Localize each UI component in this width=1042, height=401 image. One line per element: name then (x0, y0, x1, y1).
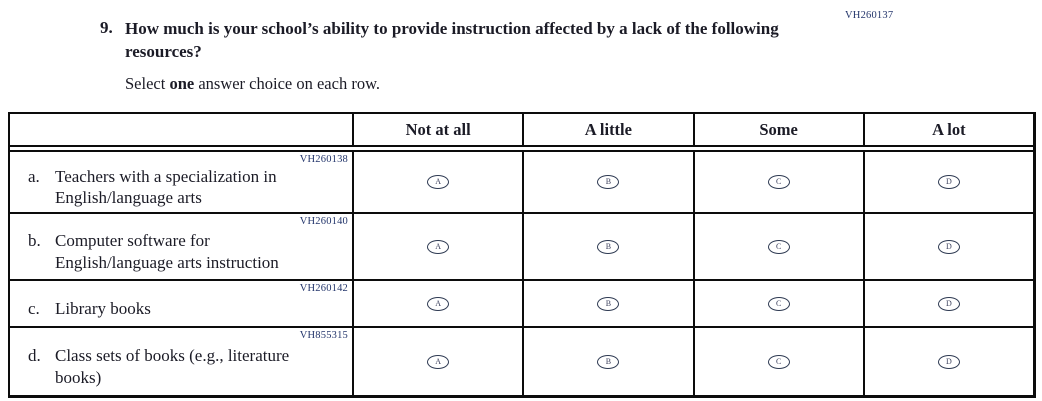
answer-cell-not-at-all (352, 214, 522, 279)
answer-bubble-icon[interactable]: B (597, 297, 619, 311)
answer-cell-a-lot (863, 281, 1033, 326)
row-letter: a. (28, 167, 40, 186)
row-letter: b. (28, 231, 41, 251)
row-item-code: VH260142 (299, 283, 348, 294)
column-header-a-lot: A lot (863, 114, 1033, 145)
answer-cell-not-at-all (352, 281, 522, 326)
answer-cell-not-at-all (352, 328, 522, 395)
column-header-some: Some (693, 114, 863, 145)
table-row (10, 328, 1033, 395)
question-instruction (125, 74, 800, 94)
row-label-cell (10, 281, 352, 326)
row-item-code: VH260138 (299, 154, 348, 165)
answer-cell-some (693, 152, 863, 213)
header-stub-cell (10, 114, 352, 145)
row-item-code: VH855315 (299, 330, 348, 341)
answer-cell-a-little (522, 214, 692, 279)
column-header-not-at-all: Not at all (352, 114, 522, 145)
response-table (8, 112, 1036, 398)
answer-cell-not-at-all (352, 152, 522, 213)
row-label-cell (10, 328, 352, 395)
answer-bubble-icon[interactable]: D (938, 175, 960, 189)
answer-cell-a-lot (863, 214, 1033, 279)
table-row (10, 214, 1033, 281)
answer-bubble-icon[interactable]: B (597, 355, 619, 369)
answer-bubble-icon[interactable]: A (427, 175, 449, 189)
answer-cell-a-little (522, 328, 692, 395)
instruction-prefix: Select (125, 73, 170, 93)
row-label: Computer software for English/language arts instruction (55, 231, 279, 272)
answer-bubble-icon[interactable]: B (597, 240, 619, 254)
answer-bubble-icon[interactable]: A (427, 355, 449, 369)
question-text: How much is your school’s ability to provide instruction affected by a lack of the following resources? (125, 19, 779, 61)
row-label: Class sets of books (e.g., literature books) (55, 346, 290, 387)
row-label-cell (10, 152, 352, 213)
instruction-bold: one (169, 73, 195, 93)
answer-bubble-icon[interactable]: C (768, 240, 790, 254)
answer-cell-a-lot (863, 328, 1033, 395)
row-label: Library books (55, 298, 151, 318)
answer-bubble-icon[interactable]: A (427, 240, 449, 254)
answer-cell-a-little (522, 281, 692, 326)
row-item-code: VH260140 (299, 216, 348, 227)
row-label: Teachers with a specialization in English/language arts (55, 167, 277, 208)
answer-bubble-icon[interactable]: A (427, 297, 449, 311)
table-row (10, 281, 1033, 328)
answer-cell-a-lot (863, 152, 1033, 213)
row-letter: c. (28, 298, 40, 318)
answer-bubble-icon[interactable]: B (597, 175, 619, 189)
answer-cell-some (693, 214, 863, 279)
table-header-row (10, 114, 1033, 147)
answer-bubble-icon[interactable]: D (938, 355, 960, 369)
question-number: 9. (100, 18, 113, 37)
answer-cell-a-little (522, 152, 692, 213)
table-body (10, 150, 1033, 395)
row-letter: d. (28, 346, 41, 366)
row-label-cell (10, 214, 352, 279)
answer-bubble-icon[interactable]: D (938, 297, 960, 311)
answer-cell-some (693, 281, 863, 326)
answer-cell-some (693, 328, 863, 395)
table-row (10, 152, 1033, 214)
column-header-a-little: A little (522, 114, 692, 145)
question-block (100, 18, 800, 94)
answer-bubble-icon[interactable]: C (768, 297, 790, 311)
answer-bubble-icon[interactable]: C (768, 175, 790, 189)
answer-bubble-icon[interactable]: C (768, 355, 790, 369)
item-code: VH260137 (845, 10, 894, 21)
instruction-suffix: answer choice on each row. (194, 73, 381, 93)
answer-bubble-icon[interactable]: D (938, 240, 960, 254)
